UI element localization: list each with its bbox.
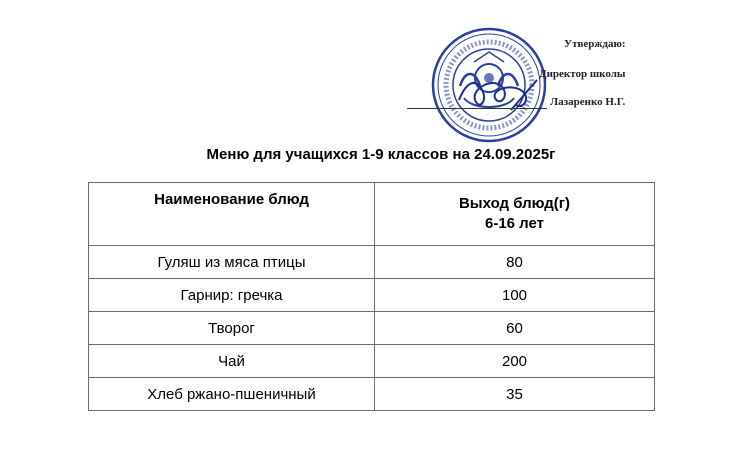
approval-label: Утверждаю: <box>564 38 626 50</box>
dish-name-cell: Гуляш из мяса птицы <box>89 246 375 279</box>
dish-yield-cell: 200 <box>375 345 655 378</box>
header-yield <box>375 183 655 246</box>
header-dish-name: Наименование блюд <box>89 183 375 246</box>
table-header-row <box>89 183 655 246</box>
approval-position: Директор школы <box>539 68 626 80</box>
dish-name-cell: Творог <box>89 312 375 345</box>
approval-name: Лазаренко Н.Г. <box>550 96 626 108</box>
table-row <box>89 378 655 411</box>
header-yield-line1: Выход блюд(г) <box>458 195 571 212</box>
dish-yield-cell: 35 <box>375 378 655 411</box>
director-signature <box>455 70 545 120</box>
table-row <box>89 279 655 312</box>
dish-name-cell: Гарнир: гречка <box>89 279 375 312</box>
table-row <box>89 312 655 345</box>
dish-yield-cell: 80 <box>375 246 655 279</box>
dish-name-cell: Чай <box>89 345 375 378</box>
table-row <box>89 345 655 378</box>
header-yield-line2: 6-16 лет <box>484 215 544 232</box>
signature-line <box>407 108 547 109</box>
table-row <box>89 246 655 279</box>
dish-name-cell: Хлеб ржано-пшеничный <box>89 378 375 411</box>
dish-yield-cell: 100 <box>375 279 655 312</box>
menu-title: Меню для учащихся 1-9 классов на 24.09.2025г <box>206 146 556 163</box>
dish-yield-cell: 60 <box>375 312 655 345</box>
menu-table <box>88 182 655 411</box>
